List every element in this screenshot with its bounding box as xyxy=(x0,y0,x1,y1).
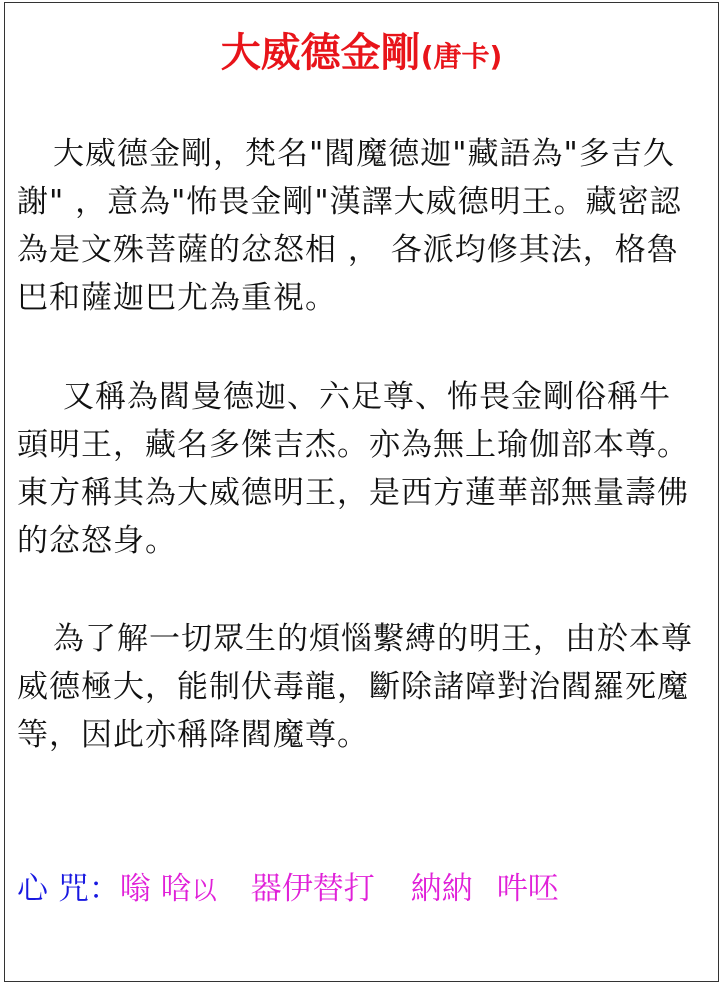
mantra-syllable-2: 器伊替打 xyxy=(250,871,375,907)
page-title xyxy=(5,21,718,78)
paragraph-3 xyxy=(17,615,697,759)
paragraph-2 xyxy=(17,373,697,565)
mantra-line xyxy=(17,863,559,908)
mantra-label: 心 咒： xyxy=(17,871,120,907)
title-sub: (唐卡) xyxy=(420,40,503,73)
paragraph-3-text: 為了解一切眾生的煩惱繫縛的明王，由於本尊威德極大，能制伏毒龍，斷除諸障對治閻羅死魔等，因此亦稱降閻魔尊。 xyxy=(17,621,693,753)
mantra-syllable-4: 吽呸 xyxy=(496,871,559,907)
mantra-syllable-1: 嗡 唅 xyxy=(119,871,192,907)
paragraph-2-text: 又稱為閻曼德迦、六足尊、怖畏金剛俗稱牛頭明王，藏名多傑吉杰。亦為無上瑜伽部本尊。東方稱其為大威德明王，是西方蓮華部無量壽佛的忿怒身。 xyxy=(17,379,689,559)
paragraph-1-text: 大威德金剛，梵名"閻魔德迦"藏語為"多吉久謝" ，意為"怖畏金剛"漢譯大威德明王。藏密認為是文殊菩薩的忿怒相 ， 各派均修其法，格魯巴和薩迦巴尤為重視。 xyxy=(17,136,682,316)
document-page xyxy=(4,2,719,982)
mantra-syllable-1-small: 以 xyxy=(191,876,217,905)
title-main: 大威德金剛 xyxy=(220,30,421,76)
paragraph-1 xyxy=(17,130,697,322)
mantra-syllable-3: 納納 xyxy=(410,871,473,907)
